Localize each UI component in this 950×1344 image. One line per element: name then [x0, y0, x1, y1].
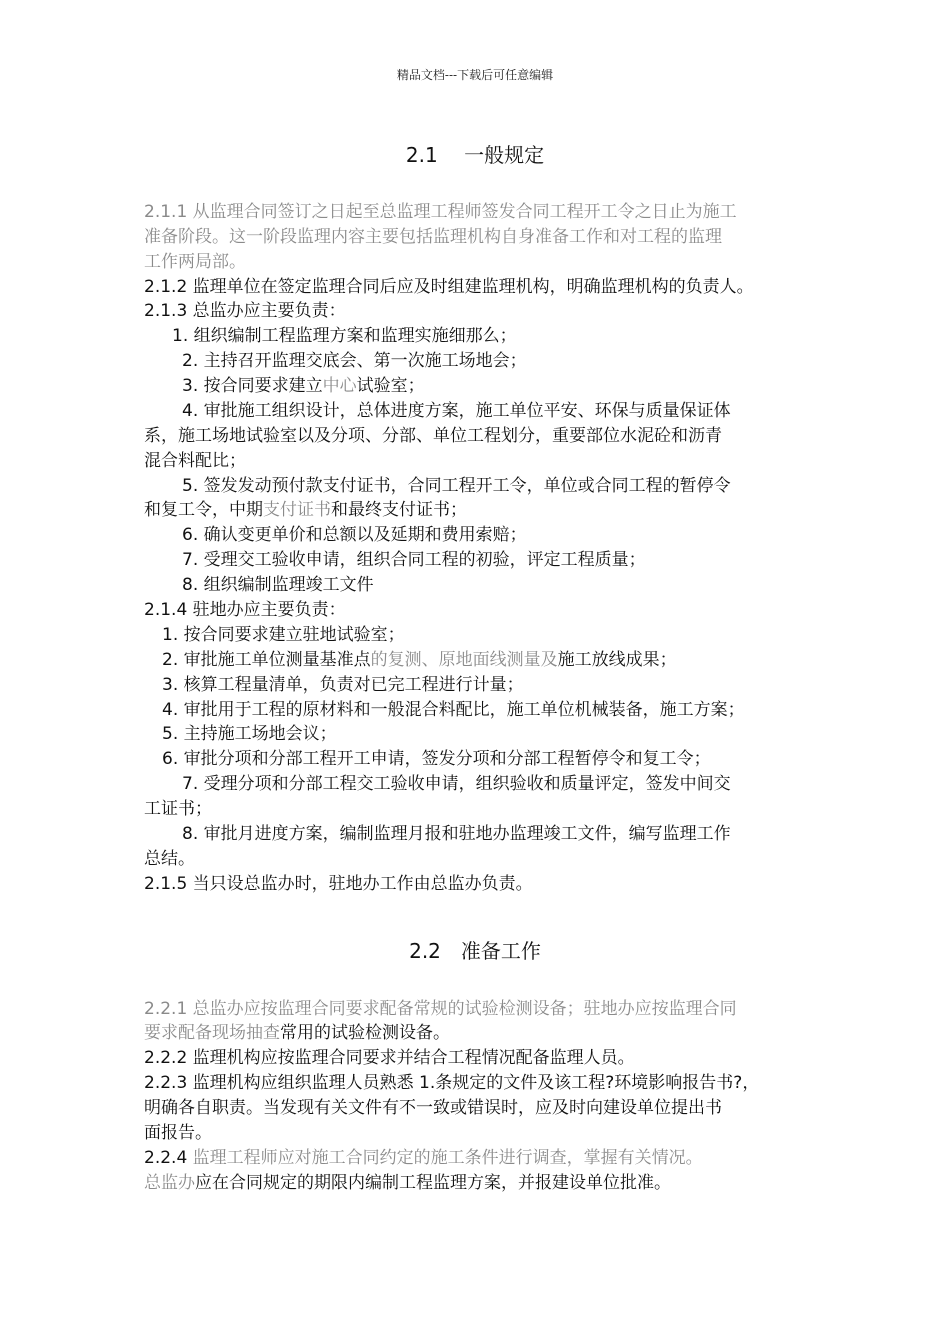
text-line: [182, 399, 731, 423]
text-run: 总监办: [144, 1173, 195, 1193]
text-run: 明确各自职责。当发现有关文件有不一致或错误时，应及时向建设单位提出书: [144, 1098, 722, 1118]
text-line: [162, 673, 524, 697]
text-run: 支付证书: [263, 500, 331, 520]
text-run: 常用的试验检测设备。: [280, 1023, 450, 1043]
text-run: 监理工程师应对施工合同约定的施工条件进行调查，掌握有关情况。: [192, 1148, 703, 1168]
section-heading-2-1: 2.1 一般规定: [405, 143, 545, 167]
text-run: 工作两局部。: [144, 252, 246, 272]
text-line: [144, 1171, 671, 1195]
text-line: [144, 225, 722, 249]
text-run: 准备阶段。这一阶段监理内容主要包括监理机构自身准备工作和对工程的监理: [144, 227, 722, 247]
text-line: [144, 1046, 635, 1070]
text-run: 7. 受理交工验收申请，组织合同工程的初验，评定工程质量；: [182, 550, 646, 570]
text-run: 施工放线成果；: [557, 650, 677, 670]
text-run: 总结。: [144, 849, 195, 869]
text-run: 和最终支付证书；: [331, 500, 467, 520]
text-line: [144, 200, 737, 224]
text-run: 2.2.2 监理机构应按监理合同要求并结合工程情况配备监理人员。: [144, 1048, 635, 1068]
text-line: [182, 822, 731, 846]
text-run: 8. 组织编制监理竣工文件: [182, 575, 374, 595]
text-run: 中心: [322, 376, 357, 396]
text-line: [144, 1021, 450, 1045]
text-line: [144, 847, 195, 871]
text-run: 2.2.1 总监办应按监理合同要求配备常规的试验检测设备；驻地办应按监理合同: [144, 999, 737, 1019]
text-line: [144, 1096, 722, 1120]
text-line: [172, 324, 517, 348]
text-run: 试验室；: [356, 376, 425, 396]
section-heading-2-2: 2.2 准备工作: [409, 939, 541, 963]
text-run: 5. 签发发动预付款支付证书，合同工程开工令，单位或合同工程的暂停令: [182, 476, 731, 496]
text-run: 1. 组织编制工程监理方案和监理实施细那么；: [172, 326, 517, 346]
text-run: 1. 按合同要求建立驻地试验室；: [162, 625, 405, 645]
text-run: 应在合同规定的期限内编制工程监理方案，并报建设单位批准。: [195, 1173, 671, 1193]
text-run: 2.1.5 当只设总监办时，驻地办工作由总监办负责。: [144, 874, 533, 894]
text-run: 6. 审批分项和分部工程开工申请，签发分项和分部工程暂停令和复工令；: [162, 749, 711, 769]
text-run: 4. 审批用于工程的原材料和一般混合料配比，施工单位机械装备，施工方案；: [162, 700, 745, 720]
page-header: 精品文档---下载后可任意编辑: [396, 68, 554, 82]
text-run: 2.1.2 监理单位在签定监理合同后应及时组建监理机构，明确监理机构的负责人。: [144, 277, 754, 297]
text-line: [144, 299, 346, 323]
text-line: [144, 1071, 759, 1095]
text-run: 7. 受理分项和分部工程交工验收申请，组织验收和质量评定，签发中间交: [182, 774, 731, 794]
text-run: 2.2.3 监理机构应组织监理人员熟悉 1.条规定的文件及该工程?环境影响报告书?，: [144, 1073, 760, 1093]
text-run: 4. 审批施工组织设计，总体进度方案，施工单位平安、环保与质量保证体: [182, 401, 731, 421]
text-run: 8. 审批月进度方案，编制监理月报和驻地办监理竣工文件，编写监理工作: [182, 824, 731, 844]
text-line: [144, 250, 246, 274]
text-run: 要求配备现场抽查: [144, 1023, 280, 1043]
text-run: 2. 审批施工单位测量基准点: [162, 650, 371, 670]
text-line: [144, 1146, 703, 1170]
text-run: 3. 按合同要求建立: [182, 376, 323, 396]
text-line: [182, 374, 425, 398]
text-line: [144, 424, 722, 448]
text-line: [182, 772, 731, 796]
text-run: 2.1.3 总监办应主要负责：: [144, 301, 346, 321]
text-line: [144, 449, 246, 473]
text-line: [182, 474, 731, 498]
text-run: 工证书；: [144, 799, 212, 819]
text-line: [162, 747, 711, 771]
text-line: [144, 872, 533, 896]
text-line: [162, 698, 745, 722]
text-line: [144, 275, 754, 299]
text-line: [182, 573, 374, 597]
text-run: 2.2.4: [144, 1148, 193, 1168]
text-line: [162, 722, 337, 746]
text-line: [144, 598, 346, 622]
text-run: 的复测、原地面线测量及: [370, 650, 558, 670]
text-line: [182, 349, 527, 373]
text-line: [144, 997, 737, 1021]
text-run: 和复工令，中期: [144, 500, 263, 520]
text-run: 2.1.4 驻地办应主要负责：: [144, 600, 346, 620]
text-run: 5. 主持施工场地会议；: [162, 724, 337, 744]
text-line: [182, 523, 527, 547]
text-line: [162, 623, 405, 647]
text-line: [144, 1121, 212, 1145]
text-run: 2. 主持召开监理交底会、第一次施工场地会；: [182, 351, 527, 371]
text-run: 系，施工场地试验室以及分项、分部、单位工程划分，重要部位水泥砼和沥青: [144, 426, 722, 446]
text-line: [162, 648, 677, 672]
text-run: 混合料配比；: [144, 451, 246, 471]
text-line: [144, 498, 467, 522]
text-run: 3. 核算工程量清单，负责对已完工程进行计量；: [162, 675, 524, 695]
text-line: [182, 548, 646, 572]
text-run: 面报告。: [144, 1123, 212, 1143]
text-run: 2.1.1 从监理合同签订之日起至总监理工程师签发合同工程开工令之日止为施工: [144, 202, 737, 222]
text-line: [144, 797, 212, 821]
text-run: 6. 确认变更单价和总额以及延期和费用索赔；: [182, 525, 527, 545]
